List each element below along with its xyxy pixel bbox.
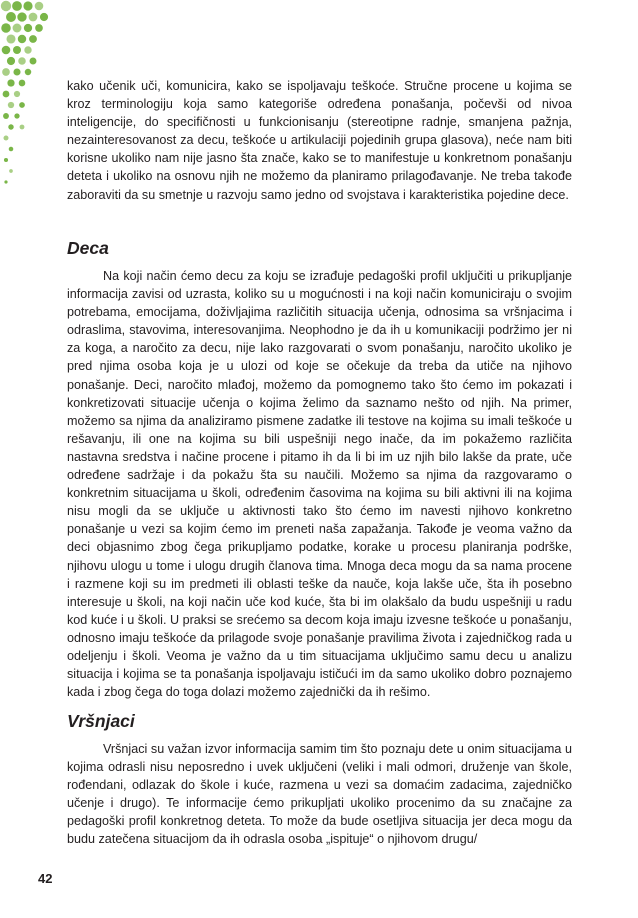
decorative-dot <box>13 24 22 33</box>
decorative-dot <box>24 46 31 53</box>
decorative-dot <box>18 35 26 43</box>
decorative-dot <box>8 102 14 108</box>
decorative-dot <box>19 102 25 108</box>
decorative-dot <box>29 13 38 22</box>
decorative-dot <box>29 35 37 43</box>
decorative-dot <box>23 1 32 10</box>
intro-paragraph: kako učenik uči, komunicira, kako se ispoljavaju teškoće. Stručne procene u kojima se kroz terminologiju koja samo kategoriše određena ponašanja, počevši od nivoa inteligencije, do specifičnosti u funkcionisanju (stereotipne radnje, smanjena pažnja, nezainteresovanost za decu, teškoće u artikulaciji pojedinih grupa glasova), neće nam biti korisne ukoliko nam nije jasno šta znače, kako se to manifestuje u konkretnom ponašanju deteta i ukoliko na osnovu njih ne možemo da planiramo prilagođavanje. Ne treba takođe zaboraviti da su smetnje u razvoju samo jedno od svojstava i karakteristika pojedine dece. <box>67 79 572 202</box>
decorative-dot <box>2 68 10 76</box>
decorative-dot <box>20 125 25 130</box>
decorative-dot <box>18 57 26 65</box>
decorative-dot <box>7 57 15 65</box>
decorative-green-dots <box>0 0 50 190</box>
decorative-dot <box>24 24 32 32</box>
decorative-dot <box>1 1 11 11</box>
decorative-dot <box>14 91 20 97</box>
decorative-dot <box>35 24 43 32</box>
decorative-dot <box>4 180 7 183</box>
section-body-vrsnjaci: Vršnjaci su važan izvor informacija samim tim što poznaju dete u onim situacijama u kojima odrasli nisu neposredno i uvek uključeni (veliki i mali odmori, druženje van škole, rođendani, odlazak do škole i kuće, razmena u vezi sa domaćim zadacima, zajedničko učenje i drugo). Te informacije ćemo prikupljati ukoliko procenimo da su značajne za pedagoški profil konkretnog deteta. To može da bude osetljiva situacija jer deca mogu da budu zatečena situacijom da ih odrasla osoba „ispituje“ o njihovom drugu/ <box>67 742 572 847</box>
decorative-dot <box>4 136 9 141</box>
decorative-dot <box>40 13 48 21</box>
decorative-dot <box>25 69 32 76</box>
decorative-dot <box>19 80 26 87</box>
decorative-dot <box>9 169 13 173</box>
section-heading-deca: Deca <box>67 238 109 258</box>
section-heading-vrsnjaci: Vršnjaci <box>67 711 135 731</box>
decorative-dot <box>17 12 26 21</box>
decorative-dot <box>14 113 19 118</box>
decorative-dot <box>13 68 20 75</box>
page-number: 42 <box>38 871 53 886</box>
decorative-dot <box>12 1 22 11</box>
decorative-dot <box>1 23 11 33</box>
decorative-dot <box>7 79 14 86</box>
decorative-dot <box>3 91 10 98</box>
decorative-dot <box>2 46 11 55</box>
decorative-dot <box>9 147 14 152</box>
decorative-dot <box>30 58 37 65</box>
section-body-deca: Na koji način ćemo decu za koju se izrađuje pedagoški profil uključiti u prikupljanje informacija zavisi od uzrasta, koliko su u mogućnosti i na koji način komuniciraju o svojim potrebama, emocijama, doživljajima različitih situacija učenja, odnosima sa vršnjacima i odraslima, stavovima, interesovanjima. Neophodno je da ih u komunikaciji podržimo jer ni za koga, a naročito za decu, nije lako razgovarati o svom ponašanju, naročito ukoliko je pred njima osoba koja je u ulozi od koje se očekuje da treba da utiče na njihovo ponašanje. Deci, naročito mlađoj, možemo da pomognemo tako što ćemo im pokazati i konkretizovati situacije učenja o kojima želimo da saznamo nešto od njih. Na primer, možemo sa njima da analiziramo pismene zadatke ili testove na kojima su imali teškoće u rešavanju, ili one na kojima su bili uspešniji nego inače, da im pokažemo različita nastavna sredstva i načine procene i pitamo ih da li bi im uz njih bilo lakše da prate, uče određene sadržaje i da pokažu šta su naučili. Možemo sa njima da razgovaramo o konkretnim situacijama u školi, određenim časovima na kojima su bili aktivni ili na kojima nisu mogli da se uključe u aktivnosti tako što ćemo im navesti njihovo konkretno ponašanje u vezi sa kojim ćemo im preneti naša zapažanja. Takođe je veoma važno da deci objasnimo zbog čega prikupljamo podatke, korake u procesu planiranja podrške, njihovu ulogu u tome i ulogu drugih članova tima. Mnoga deca mogu da sa nama procene i razmene koji su im predmeti ili oblasti teške da nauče, koja lakše uče, šta ih posebno interesuje u školi, na koji način uče kod kuće, šta bi im olakšalo da budu uspešniji u radu kod kuće i u školi. U praksi se srećemo sa decom koja imaju izvesne teškoće u ponašanju, odnosno imaju teškoće da prilagode svoje ponašanje pravilima života i zajedničkog rada u odeljenju i školi. Veoma je važno da u tim situacijama uključimo samu decu u analizu situacija i kojima se ta ponašanja ispoljavaju ističući im da samo ukoliko dobro poznajemo kada i zbog čega do toga dolazi možemo zajednički da ih rešimo. <box>67 269 572 700</box>
decorative-dot <box>3 113 9 119</box>
decorative-dot <box>13 46 21 54</box>
decorative-dot <box>6 12 16 22</box>
decorative-dot <box>6 34 15 43</box>
decorative-dot <box>8 124 13 129</box>
decorative-dot <box>35 2 44 11</box>
decorative-dot <box>4 158 8 162</box>
